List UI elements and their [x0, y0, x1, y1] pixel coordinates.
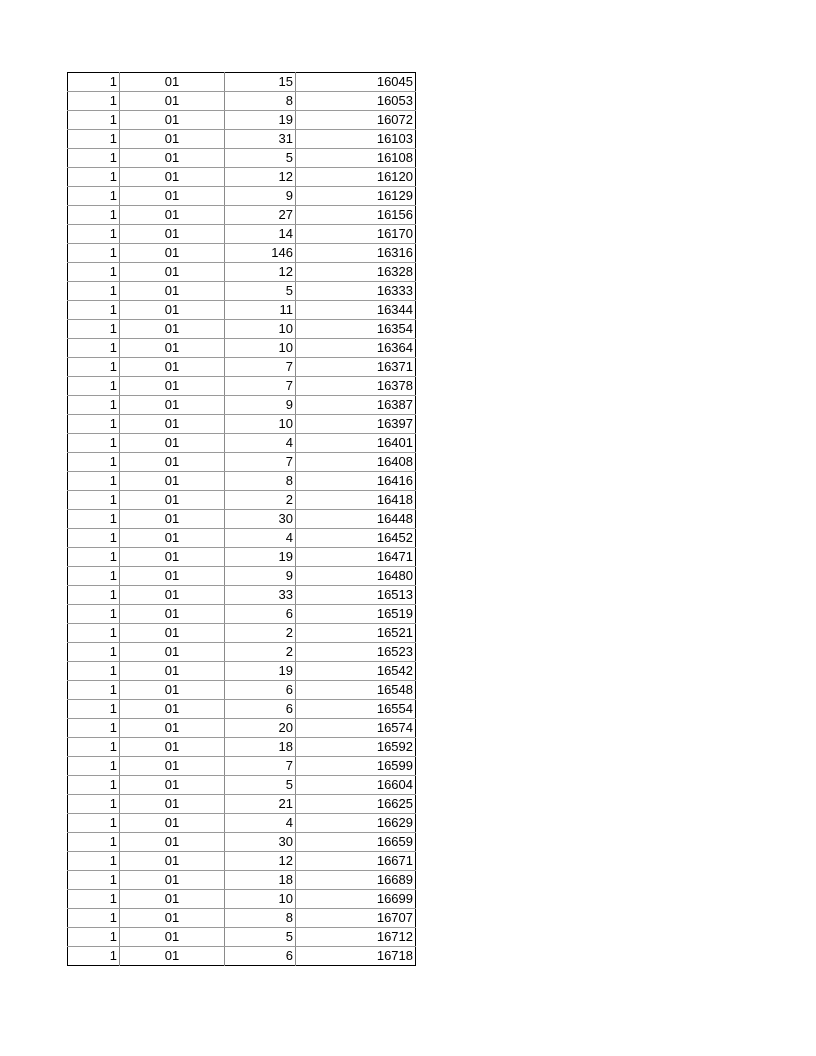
- table-row: [68, 510, 416, 529]
- table-cell-col1: 1: [68, 130, 120, 149]
- table-cell-col4: 16574: [296, 719, 416, 738]
- table-cell-col1: 1: [68, 358, 120, 377]
- table-row: [68, 358, 416, 377]
- table-cell-col3: 30: [225, 510, 296, 529]
- table-row: [68, 719, 416, 738]
- table-cell-col4: 16659: [296, 833, 416, 852]
- table-cell-col3: 5: [225, 149, 296, 168]
- table-row: [68, 434, 416, 453]
- table-cell-col1: 1: [68, 282, 120, 301]
- table-cell-col1: 1: [68, 472, 120, 491]
- table-cell-col3: 12: [225, 263, 296, 282]
- table-cell-col2: 01: [120, 719, 225, 738]
- table-cell-col2: 01: [120, 871, 225, 890]
- table-row: [68, 339, 416, 358]
- table-row: [68, 282, 416, 301]
- table-cell-col4: 16542: [296, 662, 416, 681]
- table-cell-col2: 01: [120, 434, 225, 453]
- table-cell-col4: 16629: [296, 814, 416, 833]
- table-row: [68, 529, 416, 548]
- table-cell-col3: 10: [225, 320, 296, 339]
- table-row: [68, 928, 416, 947]
- table-cell-col4: 16604: [296, 776, 416, 795]
- table-cell-col1: 1: [68, 909, 120, 928]
- table-cell-col4: 16129: [296, 187, 416, 206]
- table-cell-col1: 1: [68, 833, 120, 852]
- table-row: [68, 852, 416, 871]
- table-cell-col3: 9: [225, 396, 296, 415]
- table-cell-col1: 1: [68, 377, 120, 396]
- table-row: [68, 814, 416, 833]
- table-cell-col2: 01: [120, 586, 225, 605]
- table-cell-col1: 1: [68, 890, 120, 909]
- table-cell-col1: 1: [68, 111, 120, 130]
- table-cell-col2: 01: [120, 643, 225, 662]
- table-row: [68, 111, 416, 130]
- table-cell-col4: 16513: [296, 586, 416, 605]
- table-row: [68, 548, 416, 567]
- table-cell-col4: 16328: [296, 263, 416, 282]
- table-cell-col3: 31: [225, 130, 296, 149]
- table-cell-col2: 01: [120, 149, 225, 168]
- table-cell-col4: 16418: [296, 491, 416, 510]
- table-row: [68, 149, 416, 168]
- table-cell-col4: 16120: [296, 168, 416, 187]
- table-cell-col2: 01: [120, 795, 225, 814]
- table-cell-col4: 16387: [296, 396, 416, 415]
- table-cell-col3: 19: [225, 111, 296, 130]
- table-row: [68, 73, 416, 92]
- table-cell-col4: 16452: [296, 529, 416, 548]
- table-row: [68, 776, 416, 795]
- table-cell-col1: 1: [68, 434, 120, 453]
- table-cell-col1: 1: [68, 795, 120, 814]
- table-cell-col3: 4: [225, 434, 296, 453]
- table-row: [68, 567, 416, 586]
- table-cell-col1: 1: [68, 339, 120, 358]
- table-cell-col3: 8: [225, 472, 296, 491]
- table-cell-col2: 01: [120, 301, 225, 320]
- table-cell-col3: 10: [225, 415, 296, 434]
- table-cell-col1: 1: [68, 263, 120, 282]
- table-cell-col1: 1: [68, 320, 120, 339]
- table-cell-col3: 33: [225, 586, 296, 605]
- table-cell-col4: 16333: [296, 282, 416, 301]
- table-cell-col3: 30: [225, 833, 296, 852]
- table-row: [68, 909, 416, 928]
- table-cell-col4: 16671: [296, 852, 416, 871]
- table-cell-col4: 16416: [296, 472, 416, 491]
- table-row: [68, 643, 416, 662]
- table-cell-col4: 16408: [296, 453, 416, 472]
- table-cell-col4: 16592: [296, 738, 416, 757]
- table-cell-col1: 1: [68, 510, 120, 529]
- table-cell-col4: 16397: [296, 415, 416, 434]
- table-cell-col4: 16108: [296, 149, 416, 168]
- table-cell-col3: 10: [225, 339, 296, 358]
- table-cell-col1: 1: [68, 681, 120, 700]
- table-cell-col1: 1: [68, 852, 120, 871]
- table-cell-col2: 01: [120, 605, 225, 624]
- table-cell-col2: 01: [120, 890, 225, 909]
- table-cell-col3: 8: [225, 92, 296, 111]
- table-cell-col4: 16072: [296, 111, 416, 130]
- table-cell-col3: 14: [225, 225, 296, 244]
- table-cell-col3: 12: [225, 852, 296, 871]
- table-row: [68, 453, 416, 472]
- table-cell-col1: 1: [68, 244, 120, 263]
- table-cell-col3: 6: [225, 700, 296, 719]
- table-cell-col4: 16523: [296, 643, 416, 662]
- table-row: [68, 168, 416, 187]
- table-cell-col2: 01: [120, 700, 225, 719]
- table-cell-col4: 16448: [296, 510, 416, 529]
- table-cell-col2: 01: [120, 92, 225, 111]
- table-cell-col1: 1: [68, 947, 120, 966]
- table-cell-col3: 7: [225, 757, 296, 776]
- table-cell-col4: 16689: [296, 871, 416, 890]
- table-cell-col1: 1: [68, 548, 120, 567]
- table-cell-col2: 01: [120, 472, 225, 491]
- table-cell-col1: 1: [68, 92, 120, 111]
- table-cell-col4: 16718: [296, 947, 416, 966]
- table-cell-col4: 16521: [296, 624, 416, 643]
- table-cell-col3: 7: [225, 453, 296, 472]
- table-cell-col2: 01: [120, 757, 225, 776]
- table-row: [68, 624, 416, 643]
- table-cell-col4: 16156: [296, 206, 416, 225]
- table-cell-col1: 1: [68, 738, 120, 757]
- table-cell-col1: 1: [68, 757, 120, 776]
- table-cell-col2: 01: [120, 928, 225, 947]
- table-cell-col4: 16554: [296, 700, 416, 719]
- table-cell-col3: 15: [225, 73, 296, 92]
- table-cell-col2: 01: [120, 263, 225, 282]
- table-cell-col4: 16045: [296, 73, 416, 92]
- table-cell-col4: 16344: [296, 301, 416, 320]
- table-cell-col2: 01: [120, 776, 225, 795]
- table-cell-col1: 1: [68, 586, 120, 605]
- table-body: [68, 73, 416, 966]
- table-cell-col4: 16354: [296, 320, 416, 339]
- table-cell-col1: 1: [68, 415, 120, 434]
- table-row: [68, 263, 416, 282]
- table-cell-col3: 19: [225, 662, 296, 681]
- table-cell-col4: 16471: [296, 548, 416, 567]
- table-cell-col3: 2: [225, 643, 296, 662]
- table-cell-col2: 01: [120, 168, 225, 187]
- table-row: [68, 491, 416, 510]
- table-cell-col2: 01: [120, 187, 225, 206]
- table-cell-col1: 1: [68, 814, 120, 833]
- table-row: [68, 472, 416, 491]
- table-cell-col1: 1: [68, 301, 120, 320]
- table-cell-col3: 5: [225, 776, 296, 795]
- table-cell-col1: 1: [68, 187, 120, 206]
- table-cell-col4: 16712: [296, 928, 416, 947]
- table-cell-col2: 01: [120, 415, 225, 434]
- table-cell-col2: 01: [120, 510, 225, 529]
- table-row: [68, 890, 416, 909]
- table-cell-col3: 4: [225, 529, 296, 548]
- table-cell-col2: 01: [120, 73, 225, 92]
- table-cell-col1: 1: [68, 776, 120, 795]
- table-cell-col1: 1: [68, 529, 120, 548]
- table-cell-col1: 1: [68, 662, 120, 681]
- table-cell-col2: 01: [120, 833, 225, 852]
- table-row: [68, 301, 416, 320]
- table-cell-col4: 16699: [296, 890, 416, 909]
- table-cell-col2: 01: [120, 624, 225, 643]
- table-cell-col4: 16364: [296, 339, 416, 358]
- table-row: [68, 795, 416, 814]
- data-table: [67, 72, 416, 966]
- table-cell-col2: 01: [120, 681, 225, 700]
- table-cell-col3: 7: [225, 377, 296, 396]
- table-row: [68, 947, 416, 966]
- table-cell-col3: 5: [225, 928, 296, 947]
- table-cell-col4: 16103: [296, 130, 416, 149]
- table-cell-col3: 18: [225, 738, 296, 757]
- table-cell-col1: 1: [68, 396, 120, 415]
- table-cell-col1: 1: [68, 624, 120, 643]
- table-cell-col1: 1: [68, 567, 120, 586]
- table-cell-col2: 01: [120, 130, 225, 149]
- table-cell-col1: 1: [68, 225, 120, 244]
- table-cell-col3: 6: [225, 947, 296, 966]
- table-row: [68, 415, 416, 434]
- table-cell-col4: 16378: [296, 377, 416, 396]
- table-cell-col2: 01: [120, 529, 225, 548]
- table-cell-col3: 21: [225, 795, 296, 814]
- table-cell-col3: 18: [225, 871, 296, 890]
- table-cell-col4: 16625: [296, 795, 416, 814]
- table-cell-col2: 01: [120, 814, 225, 833]
- table-cell-col3: 2: [225, 624, 296, 643]
- table-row: [68, 605, 416, 624]
- table-cell-col3: 19: [225, 548, 296, 567]
- table-cell-col1: 1: [68, 168, 120, 187]
- table-row: [68, 738, 416, 757]
- table-cell-col2: 01: [120, 909, 225, 928]
- table-cell-col3: 4: [225, 814, 296, 833]
- table-cell-col4: 16371: [296, 358, 416, 377]
- table-cell-col4: 16170: [296, 225, 416, 244]
- table-cell-col1: 1: [68, 73, 120, 92]
- table-cell-col2: 01: [120, 548, 225, 567]
- table-cell-col4: 16519: [296, 605, 416, 624]
- table-cell-col2: 01: [120, 662, 225, 681]
- table-cell-col3: 9: [225, 567, 296, 586]
- table-cell-col2: 01: [120, 225, 225, 244]
- table-row: [68, 586, 416, 605]
- table-row: [68, 377, 416, 396]
- table-cell-col3: 9: [225, 187, 296, 206]
- table-row: [68, 187, 416, 206]
- table-row: [68, 396, 416, 415]
- table-cell-col2: 01: [120, 206, 225, 225]
- table-row: [68, 225, 416, 244]
- table-cell-col4: 16599: [296, 757, 416, 776]
- table-cell-col3: 12: [225, 168, 296, 187]
- table-cell-col4: 16401: [296, 434, 416, 453]
- table-cell-col3: 7: [225, 358, 296, 377]
- table-cell-col2: 01: [120, 567, 225, 586]
- table-cell-col2: 01: [120, 453, 225, 472]
- table-cell-col3: 20: [225, 719, 296, 738]
- table-cell-col1: 1: [68, 149, 120, 168]
- table-cell-col2: 01: [120, 320, 225, 339]
- table-cell-col4: 16053: [296, 92, 416, 111]
- table-cell-col1: 1: [68, 491, 120, 510]
- table-cell-col1: 1: [68, 871, 120, 890]
- table-cell-col2: 01: [120, 377, 225, 396]
- table-cell-col3: 6: [225, 605, 296, 624]
- table-cell-col4: 16316: [296, 244, 416, 263]
- table-row: [68, 757, 416, 776]
- table-cell-col3: 10: [225, 890, 296, 909]
- table-cell-col4: 16548: [296, 681, 416, 700]
- table-cell-col1: 1: [68, 719, 120, 738]
- table-cell-col4: 16480: [296, 567, 416, 586]
- table-cell-col2: 01: [120, 111, 225, 130]
- table-row: [68, 871, 416, 890]
- table-cell-col2: 01: [120, 852, 225, 871]
- table-cell-col3: 146: [225, 244, 296, 263]
- table-row: [68, 130, 416, 149]
- table-cell-col1: 1: [68, 928, 120, 947]
- table-cell-col1: 1: [68, 643, 120, 662]
- table-cell-col2: 01: [120, 339, 225, 358]
- table-cell-col3: 2: [225, 491, 296, 510]
- table-cell-col3: 8: [225, 909, 296, 928]
- table-cell-col1: 1: [68, 700, 120, 719]
- table-row: [68, 244, 416, 263]
- table-cell-col1: 1: [68, 453, 120, 472]
- table-row: [68, 662, 416, 681]
- table-cell-col2: 01: [120, 947, 225, 966]
- table-row: [68, 681, 416, 700]
- table-row: [68, 92, 416, 111]
- table-cell-col1: 1: [68, 605, 120, 624]
- table-cell-col3: 27: [225, 206, 296, 225]
- table-cell-col2: 01: [120, 396, 225, 415]
- table-row: [68, 700, 416, 719]
- table-cell-col2: 01: [120, 358, 225, 377]
- table-cell-col2: 01: [120, 282, 225, 301]
- table-row: [68, 320, 416, 339]
- table-cell-col3: 11: [225, 301, 296, 320]
- table-cell-col2: 01: [120, 244, 225, 263]
- table-cell-col2: 01: [120, 491, 225, 510]
- table-row: [68, 206, 416, 225]
- table-cell-col2: 01: [120, 738, 225, 757]
- table-cell-col4: 16707: [296, 909, 416, 928]
- table-row: [68, 833, 416, 852]
- table-cell-col1: 1: [68, 206, 120, 225]
- table-cell-col3: 6: [225, 681, 296, 700]
- table-cell-col3: 5: [225, 282, 296, 301]
